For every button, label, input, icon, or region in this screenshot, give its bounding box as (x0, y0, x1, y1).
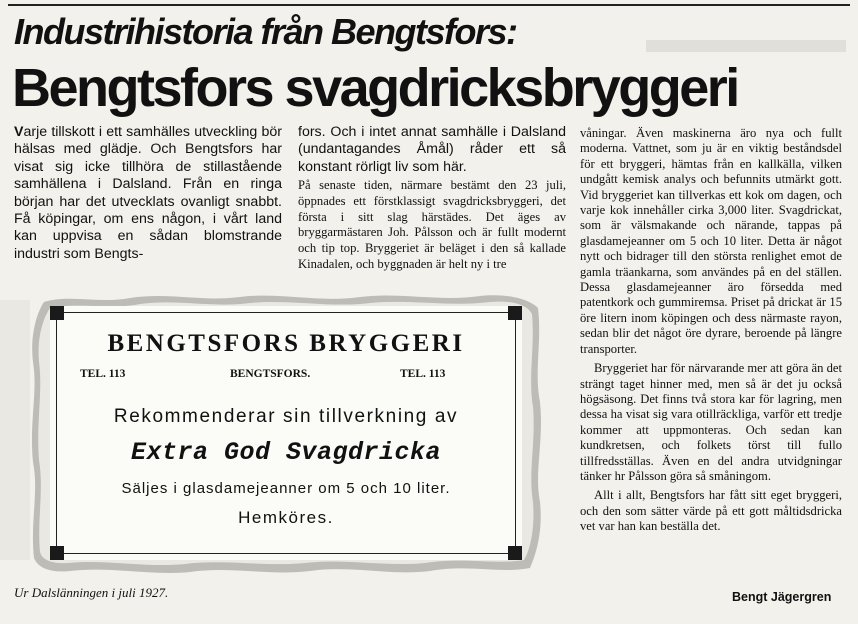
adjacent-column-bleed (646, 40, 846, 52)
ad-title: BENGTSFORS BRYGGERI (107, 330, 465, 357)
ad-recommend: Rekommenderar sin tillverkning av (113, 406, 459, 427)
article-column-1 (14, 124, 282, 263)
ad-caption: Ur Dalslänningen i juli 1927. (14, 585, 169, 600)
author-byline: Bengt Jägergren (732, 590, 832, 604)
column-3-paragraph: våningar. Även maskinerna äro nya och fullt moderna. Vattnet, som ju är en viktig beståndsdel för ett bryggeri, hämtas från en kallkälla, vilken undgått kemisk analys och befunnits utmärkt gott. Vid bryggeriet kan tillverkas ett kok om dagen, och varje kok innehåller cirka 3,000 liter. Svagdrickat, som är välsmakande och närande, tappas på glasdamejeanner om 5 och 10 liter. Detta är något nytt och bidrager till den största renlighet emot de gamla träankarna, som användes på en del ställen. Dessa glasdamejeanner äro försedda med patentkork och gummiremsa. Priset på drickat är 15 öre litern inom köpingen och dess närmaste rayon, sedan blir det något öre dyrare, beroende på längre transporter. (580, 126, 842, 356)
article-headline: Bengtsfors svagdricksbryggeri (12, 58, 738, 118)
column-2-body-text: På senaste tiden, närmare bestämt den 23 juli, öppnades ett förstklassigt svagdricksbryggeri, det första i sitt slag härstädes. Det äges av bryggarmästaren Joh. Pålsson och är fullt modernt och tip top. Bryggeriet är beläget i den så kallade Kinadalen, och byggnaden är helt ny i tre (298, 178, 566, 271)
article-column-2 (298, 124, 566, 272)
ad-panel (50, 306, 522, 560)
ad-corner (50, 306, 64, 320)
ad-phone-left: TEL. 113 (80, 368, 126, 380)
ad-product: Extra God Svagdricka (130, 438, 442, 467)
adjacent-column-bleed (0, 300, 30, 560)
column-2-lead-text: fors. Och i intet annat samhälle i Dalsland (undantagandes Åmål) råder ett så konstant rörligt liv som här. (298, 124, 566, 175)
ad-corner (50, 546, 64, 560)
top-rule (8, 4, 850, 6)
column-3-paragraph: Allt i allt, Bengtsfors har fått sitt eget bryggeri, och den som sätter värde på ett gott måltidsdricka vet var han kan beställa det. (580, 488, 842, 534)
article-kicker: Industrihistoria från Bengtsfors: (14, 11, 517, 52)
ad-corner (508, 306, 522, 320)
column-3-paragraph: Bryggeriet har för närvarande mer att göra än det strängt taget hinner med, men så är det ju också högsäsong. Det finns två stora kar för lagring, men dessa ha visat sig vara otillräckliga, varför ett tredje kommer att uppmonteras. Och sedan kan kundkretsen, och folkets törst till fullo tillfredsställas. Även en del andra utvidgningar tänker hr Pålsson göra så småningom. (580, 361, 842, 483)
ad-corner (508, 546, 522, 560)
ad-delivered: Hemköres. (238, 508, 334, 527)
brewery-advertisement (30, 292, 542, 574)
ad-sold-in: Säljes i glasdamejeanner om 5 och 10 liter. (121, 480, 451, 497)
ad-town: BENGTSFORS. (230, 368, 311, 380)
ad-phone-right: TEL. 113 (400, 368, 446, 380)
article-column-3 (580, 126, 842, 539)
drop-letter: V (14, 124, 24, 140)
column-1-text: arje tillskott i ett samhälles utveckling bör hälsas med glädje. Och Bengtsfors har visat sig icke tillhöra de stillastående samhällena i Dalsland. Från en ringa början har det utvecklats ovanligt snabbt. Få köpingar, om ens någon, i vårt land kan uppvisa en sådan blomstrande industri som Bengts- (14, 124, 282, 262)
